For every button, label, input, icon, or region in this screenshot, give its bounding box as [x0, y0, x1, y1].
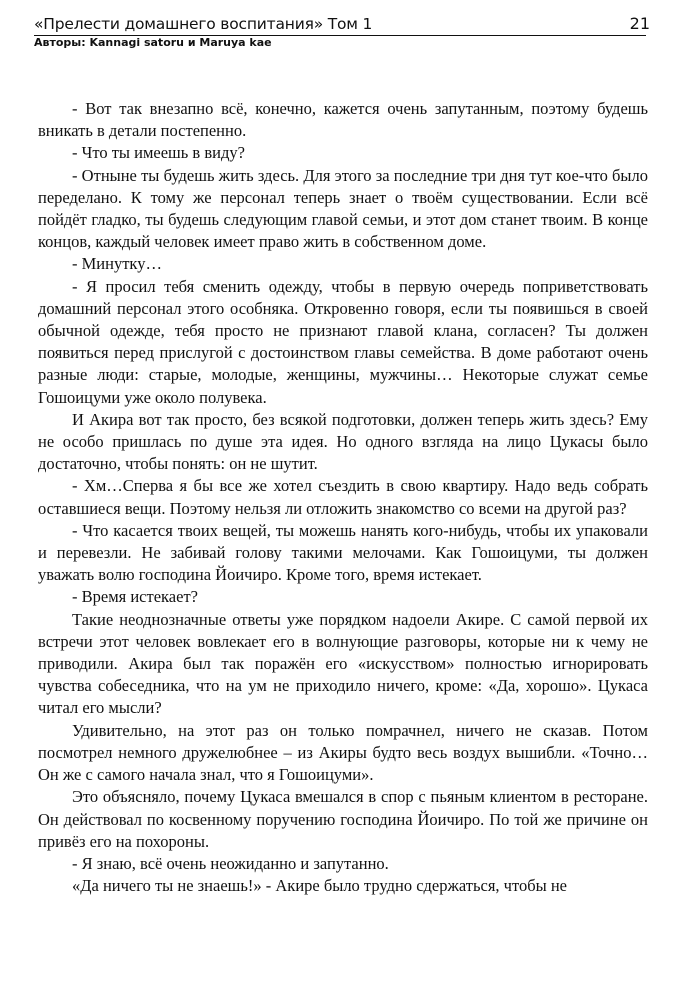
- page-header: [34, 14, 650, 54]
- page-number: 21: [629, 14, 650, 33]
- paragraph: Такие неоднозначные ответы уже порядком надоели Акире. С самой первой их встречи этот человек вовлекает его в волнующие разговоры, которые ни к чему не приводили. Акира был так поражён его «искусством» полностью игнорировать чувства собеседника, что на ум не приходило ничего, кроме: «Да, хорошо». Цукаса читал его мысли?: [38, 609, 648, 718]
- paragraph: - Я просил тебя сменить одежду, чтобы в первую очередь поприветствовать домашний персонал этого особняка. Откровенно говоря, если ты появишься в своей обычной одежде, тебя просто не признают главой клана, согласен? Ты должен появиться перед прислугой с достоинством главы семейства. В доме работают очень разные люди: старые, молодые, женщины, мужчины… Некоторые служат семье Гошоицуми уже около полувека.: [38, 276, 648, 407]
- paragraph: - Что ты имеешь в виду?: [72, 143, 245, 163]
- body-text: [38, 98, 648, 897]
- paragraph: - Я знаю, всё очень неожиданно и запутанно.: [72, 853, 389, 873]
- authors-line: Авторы: Kannagi satoru и Maruya kae: [34, 36, 272, 49]
- paragraph: И Акира вот так просто, без всякой подготовки, должен теперь жить здесь? Ему не особо пришлась по душе эта идея. Но одного взгляда на лицо Цукасы было достаточно, чтобы понять: он не шутит.: [38, 409, 648, 474]
- paragraph: - Вот так внезапно всё, конечно, кажется очень запутанным, поэтому будешь вникать в детали постепенно.: [38, 99, 648, 141]
- paragraph: Удивительно, на этот раз он только помрачнел, ничего не сказав. Потом посмотрел немного дружелюбнее – из Акиры будто весь воздух вышибли. «Точно… Он же с самого начала знал, что я Гошоицуми».: [38, 720, 648, 785]
- paragraph: - Минутку…: [72, 254, 162, 274]
- book-title: «Прелести домашнего воспитания» Том 1: [34, 15, 373, 33]
- paragraph: - Время истекает?: [72, 587, 198, 607]
- paragraph: - Хм…Сперва я бы все же хотел съездить в свою квартиру. Надо ведь собрать оставшиеся вещи. Поэтому нельзя ли отложить знакомство со всеми на другой раз?: [38, 476, 648, 518]
- paragraph: Это объясняло, почему Цукаса вмешался в спор с пьяным клиентом в ресторане. Он действовал по косвенному поручению господина Йоичиро. По той же причине он привёз его на похороны.: [38, 787, 648, 851]
- paragraph: - Что касается твоих вещей, ты можешь нанять кого-нибудь, чтобы их упаковали и перевезли. Не забивай голову такими мелочами. Как Гошоицуми, ты должен уважать волю господина Йоичиро. Кроме того, время истекает.: [38, 520, 648, 585]
- paragraph: - Отныне ты будешь жить здесь. Для этого за последние три дня тут кое-что было переделано. К тому же персонал теперь знает о твоём существовании. Если всё пойдёт гладко, ты будешь следующим главой семьи, и этот дом станет твоим. В конце концов, каждый человек имеет право жить в собственном доме.: [38, 165, 648, 252]
- paragraph: «Да ничего ты не знаешь!» - Акире было трудно сдержаться, чтобы не: [72, 876, 567, 896]
